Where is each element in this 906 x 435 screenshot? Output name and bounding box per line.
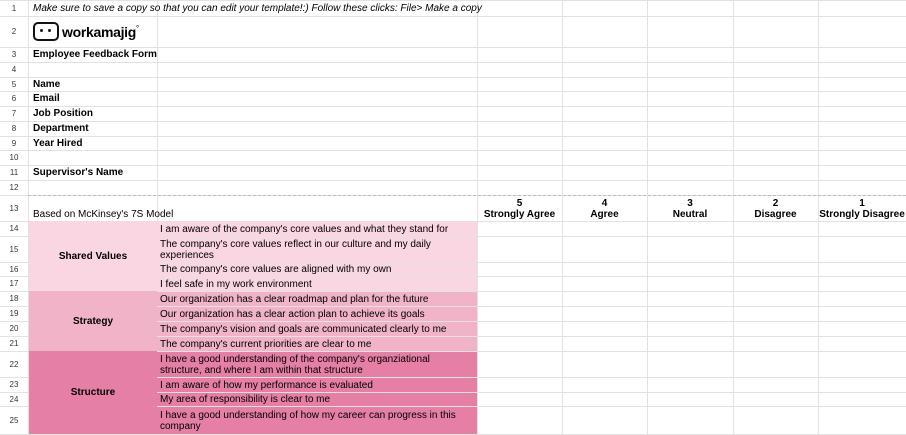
row-header[interactable]: 10 bbox=[9, 153, 19, 162]
statement-cell[interactable]: Our organization has a clear action plan to achieve its goals bbox=[157, 307, 477, 321]
row-header[interactable]: 21 bbox=[9, 339, 19, 348]
rating-number: 1 bbox=[859, 197, 865, 209]
rating-header[interactable] bbox=[647, 196, 733, 221]
statement-cell[interactable]: My area of responsibility is clear to me bbox=[157, 393, 477, 406]
field-input-cell[interactable] bbox=[157, 91, 477, 106]
rating-number: 4 bbox=[601, 197, 608, 209]
row-header[interactable]: 8 bbox=[11, 124, 17, 133]
row-header[interactable]: 13 bbox=[9, 203, 19, 213]
row-header[interactable]: 17 bbox=[9, 279, 19, 288]
rating-number: 3 bbox=[687, 197, 693, 209]
statement-cell[interactable]: I feel safe in my work environment bbox=[157, 277, 477, 291]
field-input-cell[interactable] bbox=[157, 121, 477, 136]
row-gridline bbox=[0, 180, 906, 181]
row-header[interactable]: 7 bbox=[11, 109, 17, 118]
field-input-cell[interactable] bbox=[157, 77, 477, 91]
rating-label: Strongly Disagree bbox=[819, 208, 905, 220]
rating-number: 2 bbox=[772, 197, 779, 209]
rating-label: Strongly Agree bbox=[483, 208, 556, 220]
section-title[interactable]: Shared Values bbox=[29, 221, 157, 291]
rating-number: 5 bbox=[516, 197, 523, 209]
statement-cell[interactable]: The company's core values reflect in our culture and my daily experiences bbox=[157, 237, 477, 262]
field-label: Email bbox=[33, 93, 60, 104]
rating-header[interactable] bbox=[562, 196, 647, 221]
row-header[interactable]: 6 bbox=[11, 94, 17, 103]
model-label[interactable]: Based on McKinsey's 7S Model bbox=[33, 208, 174, 220]
field-label: Job Position bbox=[33, 108, 93, 119]
statement-cell[interactable]: I have a good understanding of the company's organziational structure, and where I am within that structure bbox=[157, 352, 477, 377]
row-header[interactable]: 16 bbox=[9, 264, 19, 274]
instruction-note[interactable]: Make sure to save a copy so that you can edit your template!:) Follow these clicks: File> Make a copy bbox=[33, 2, 482, 14]
statement-cell[interactable]: I am aware of the company's core values and what they stand for bbox=[157, 222, 477, 236]
statement-cell[interactable]: Our organization has a clear roadmap and plan for the future bbox=[157, 292, 477, 306]
logo-text: workamajig ° bbox=[62, 23, 139, 40]
row-header[interactable]: 22 bbox=[9, 359, 19, 369]
row-header[interactable]: 24 bbox=[9, 394, 19, 404]
row-header[interactable]: 23 bbox=[9, 380, 19, 389]
statement-cell[interactable]: The company's current priorities are clear to me bbox=[157, 337, 477, 351]
field-label: Year Hired bbox=[33, 137, 83, 149]
logo-icon bbox=[33, 22, 59, 41]
rating-header[interactable] bbox=[818, 196, 906, 221]
field-input-cell[interactable] bbox=[157, 136, 477, 150]
row-header[interactable]: 11 bbox=[9, 168, 19, 177]
statement-cell[interactable]: I have a good understanding of how my career can progress in this company bbox=[157, 407, 477, 434]
section-title[interactable]: Structure bbox=[29, 351, 157, 434]
row-header[interactable]: 14 bbox=[9, 224, 19, 233]
row-header[interactable]: 2 bbox=[11, 27, 17, 36]
row-gridline bbox=[0, 150, 906, 151]
row-header[interactable]: 4 bbox=[11, 65, 17, 74]
row-gridline bbox=[0, 62, 906, 63]
statement-cell[interactable]: The company's vision and goals are communicated clearly to me bbox=[157, 322, 477, 336]
row-header[interactable]: 15 bbox=[9, 244, 19, 254]
rating-label: Agree bbox=[590, 208, 619, 220]
row-header[interactable]: 20 bbox=[9, 324, 19, 333]
field-label: Department bbox=[33, 123, 89, 134]
rating-header[interactable] bbox=[733, 196, 818, 221]
statement-cell[interactable]: I am aware of how my performance is evaluated bbox=[157, 378, 477, 392]
section-title[interactable]: Strategy bbox=[29, 291, 157, 351]
row-header[interactable]: 9 bbox=[11, 138, 17, 148]
rating-label: Disagree bbox=[754, 208, 797, 220]
row-header[interactable]: 1 bbox=[11, 3, 17, 13]
field-input-cell[interactable] bbox=[157, 165, 477, 180]
field-label: Name bbox=[33, 78, 61, 90]
row-header[interactable]: 5 bbox=[11, 79, 17, 89]
row-gridline bbox=[0, 16, 906, 17]
rating-header[interactable] bbox=[477, 196, 562, 221]
row-header[interactable]: 3 bbox=[11, 50, 17, 59]
statement-cell[interactable]: The company's core values are aligned with my own bbox=[157, 263, 477, 276]
row-header[interactable]: 25 bbox=[9, 415, 19, 425]
row-header[interactable]: 19 bbox=[9, 309, 19, 318]
field-input-cell[interactable] bbox=[157, 106, 477, 121]
form-title[interactable]: Employee Feedback Form bbox=[33, 49, 157, 60]
rating-label: Neutral bbox=[672, 208, 708, 220]
row-header[interactable]: 12 bbox=[9, 183, 19, 192]
row-header[interactable]: 18 bbox=[9, 294, 19, 303]
field-label: Supervisor's Name bbox=[33, 167, 124, 178]
